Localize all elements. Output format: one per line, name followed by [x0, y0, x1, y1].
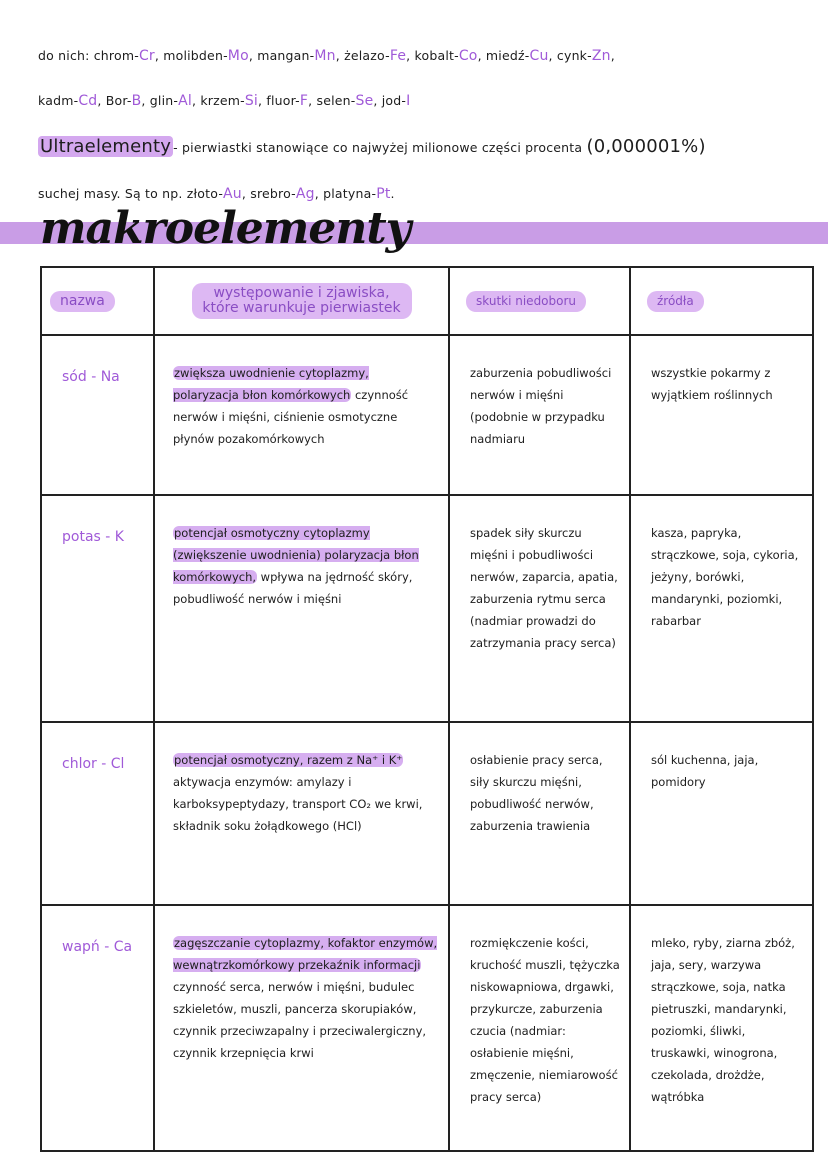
element-symbol: Mo	[227, 48, 249, 64]
header-deficiency: skutki niedoboru	[466, 291, 586, 312]
element-symbol: Se	[355, 93, 374, 109]
header-cell	[154, 267, 449, 335]
cell-deficiency	[449, 722, 630, 905]
sources-text: kasza, papryka, strączkowe, soja, cykoria, jeżyny, borówki, mandarynki, poziomki, rabarbar	[651, 526, 799, 628]
intro-text: , glin-	[141, 93, 179, 108]
element-name: wapń - Ca	[62, 939, 133, 955]
header-name: nazwa	[50, 291, 115, 312]
role-highlighted: potencjał osmotyczny, razem z Na⁺ i K⁺	[174, 753, 403, 767]
role-highlighted: zagęszczanie cytoplazmy, kofaktor enzymów, wewnątrzkomórkowy przekaźnik informacji	[173, 936, 438, 972]
cell-role	[154, 722, 449, 905]
page-title: makroelementy	[40, 203, 411, 254]
sources-text: mleko, ryby, ziarna zbóż, jaja, sery, warzywa strączkowe, soja, natka pietruszki, mandarynki, poziomki, śliwki, truskawki, winogrona, czekolada, drożdże, wątróbka	[651, 936, 795, 1104]
element-symbol: Ag	[295, 186, 315, 202]
element-symbol: I	[406, 93, 411, 109]
cell-name	[41, 335, 154, 495]
element-symbol: Mn	[314, 48, 336, 64]
cell-sources	[630, 722, 813, 905]
table-header-row	[41, 267, 813, 335]
intro-line-4	[38, 186, 395, 202]
intro-line-1	[38, 48, 615, 64]
intro-line-2-prefix: kadm-	[38, 93, 79, 108]
sources-text: sól kuchenna, jaja, pomidory	[651, 753, 759, 789]
element-symbol: B	[131, 93, 142, 109]
ultraelementy-percent: (0,000001%)	[586, 136, 706, 157]
deficiency-text: rozmiękczenie kości, kruchość muszli, tężyczka niskowapniowa, drgawki, przykurcze, zaburzenia czucia (nadmiar: osłabienie mięśni, zmęczenie, niemiarowość pracy serca)	[470, 936, 620, 1104]
cell-role	[154, 495, 449, 722]
element-symbol: Co	[458, 48, 478, 64]
role-text: czynność serca, nerwów i mięśni, budulec szkieletów, muszli, pancerza skorupiaków, czynnik przeciwzapalny i przeciwalergiczny, czynnik krzepnięcia krwi	[173, 980, 427, 1060]
element-symbol: F	[299, 93, 309, 109]
intro-text: ,	[610, 48, 615, 63]
header-role: występowanie i zjawiska, które warunkuje pierwiastek	[192, 283, 412, 319]
ultraelementy-definition: - pierwiastki stanowiące co najwyżej milionowe części procenta	[173, 140, 583, 155]
intro-text: .	[390, 186, 395, 201]
element-symbol: Al	[178, 93, 192, 109]
intro-text: , molibden-	[154, 48, 228, 63]
intro-text: , kobalt-	[406, 48, 459, 63]
cell-role	[154, 905, 449, 1151]
element-symbol: Cu	[529, 48, 549, 64]
cell-name	[41, 905, 154, 1151]
intro-text: , mangan-	[248, 48, 315, 63]
cell-deficiency	[449, 495, 630, 722]
deficiency-text: spadek siły skurczu mięśni i pobudliwości nerwów, zaparcia, apatia, zaburzenia rytmu serca (nadmiar prowadzi do zatrzymania pracy serca)	[470, 526, 618, 650]
intro-line-3	[38, 136, 706, 157]
role-text: aktywacja enzymów: amylazy i karboksypeptydazy, transport CO₂ we krwi, składnik soku żołądkowego (HCl)	[173, 775, 423, 833]
intro-text: , platyna-	[314, 186, 377, 201]
table-row	[41, 905, 813, 1151]
intro-text: , krzem-	[191, 93, 245, 108]
header-cell	[630, 267, 813, 335]
sources-text: wszystkie pokarmy z wyjątkiem roślinnych	[651, 366, 773, 402]
table-row	[41, 722, 813, 905]
deficiency-text: osłabienie pracy serca, siły skurczu mięśni, pobudliwość nerwów, zaburzenia trawienia	[470, 753, 603, 833]
element-symbol: Si	[244, 93, 259, 109]
role-text: czynność nerwów i mięśni, ciśnienie osmotyczne płynów pozakomórkowych	[173, 388, 409, 446]
element-symbol: Pt	[376, 186, 391, 202]
cell-name	[41, 495, 154, 722]
header-cell	[449, 267, 630, 335]
intro-text: , żelazo-	[335, 48, 390, 63]
intro-line-2	[38, 93, 410, 109]
intro-text: , cynk-	[548, 48, 592, 63]
element-name: sód - Na	[62, 369, 120, 385]
element-symbol: Fe	[389, 48, 407, 64]
cell-role	[154, 335, 449, 495]
intro-text: , selen-	[308, 93, 356, 108]
ultraelementy-term: Ultraelementy	[40, 136, 172, 157]
cell-sources	[630, 495, 813, 722]
cell-deficiency	[449, 905, 630, 1151]
intro-line-1-prefix: do nich: chrom-	[38, 48, 139, 63]
role-highlighted: zwiększa uwodnienie cytoplazmy, polaryzacja błon komórkowych	[173, 366, 369, 402]
table-row	[41, 335, 813, 495]
intro-line-4-prefix: suchej masy. Są to np. złoto-	[38, 186, 224, 201]
macroelements-table	[40, 266, 814, 1152]
element-name: potas - K	[62, 529, 124, 545]
intro-text: , Bor-	[97, 93, 132, 108]
element-symbol: Zn	[591, 48, 611, 64]
role-text: wpływa na jędrność skóry, pobudliwość nerwów i mięśni	[173, 570, 413, 606]
cell-sources	[630, 905, 813, 1151]
cell-name	[41, 722, 154, 905]
intro-text: , fluor-	[258, 93, 300, 108]
role-highlighted: potencjał osmotyczny cytoplazmy (zwiększenie uwodnienia) polaryzacja błon komórkowych,	[173, 526, 419, 584]
element-name: chlor - Cl	[62, 756, 125, 772]
cell-sources	[630, 335, 813, 495]
cell-deficiency	[449, 335, 630, 495]
table-row	[41, 495, 813, 722]
element-symbol: Cr	[138, 48, 155, 64]
intro-text: , srebro-	[241, 186, 296, 201]
element-symbol: Cd	[78, 93, 98, 109]
element-symbol: Au	[223, 186, 242, 202]
intro-text: , miedź-	[477, 48, 530, 63]
deficiency-text: zaburzenia pobudliwości nerwów i mięśni (podobnie w przypadku nadmiaru	[470, 366, 612, 446]
intro-text: , jod-	[373, 93, 407, 108]
header-cell	[41, 267, 154, 335]
header-sources: źródła	[647, 291, 704, 312]
